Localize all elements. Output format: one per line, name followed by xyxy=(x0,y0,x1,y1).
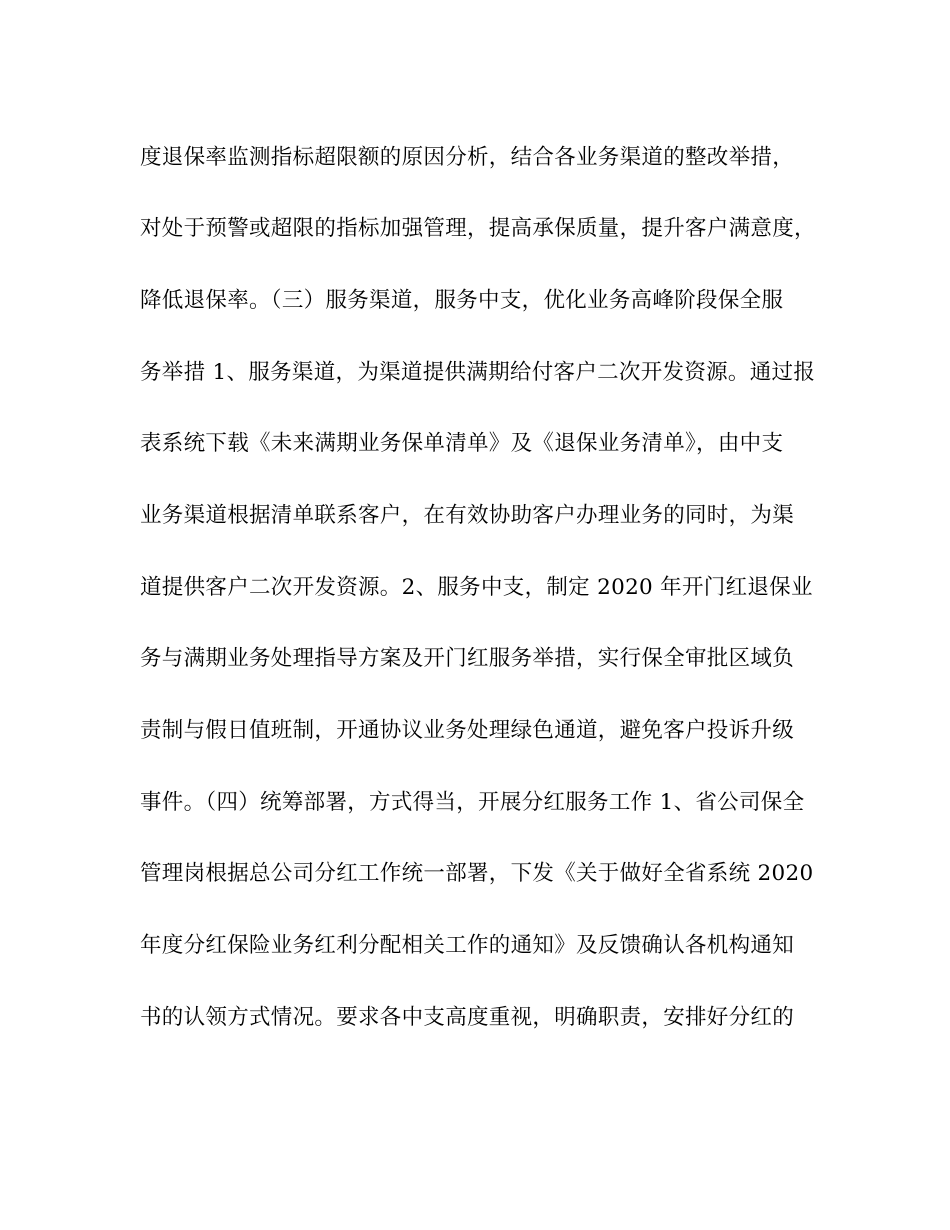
text-line: 管理岗根据总公司分红工作统一部署，下发《关于做好全省系统 2020 xyxy=(140,861,814,886)
text-line: 务举措 1、服务渠道，为渠道提供满期给付客户二次开发资源。通过报 xyxy=(140,360,816,385)
text-line: 对处于预警或超限的指标加强管理，提高承保质量，提升客户满意度， xyxy=(140,216,816,241)
text-line: 年度分红保险业务红利分配相关工作的通知》及反馈确认各机构通知 xyxy=(140,933,795,958)
text-line: 度退保率监测指标超限额的原因分析，结合各业务渠道的整改举措， xyxy=(140,145,795,170)
text-line: 降低退保率。（三）服务渠道，服务中支，优化业务高峰阶段保全服 xyxy=(140,288,784,313)
text-line: 道提供客户二次开发资源。2、服务中支，制定 2020 年开门红退保业 xyxy=(140,575,813,600)
text-line: 书的认领方式情况。要求各中支高度重视，明确职责，安排好分红的 xyxy=(140,1005,795,1030)
text-line: 事件。（四）统筹部署，方式得当，开展分红服务工作 1、省公司保全 xyxy=(140,790,805,815)
text-line: 责制与假日值班制，开通协议业务处理绿色通道，避免客户投诉升级 xyxy=(140,718,795,743)
text-line: 表系统下载《未来满期业务保单清单》及《退保业务清单》，由中支 xyxy=(140,431,784,456)
text-line: 务与满期业务处理指导方案及开门红服务举措，实行保全审批区域负 xyxy=(140,646,795,671)
text-line: 业务渠道根据清单联系客户，在有效协助客户办理业务的同时，为渠 xyxy=(140,503,795,528)
